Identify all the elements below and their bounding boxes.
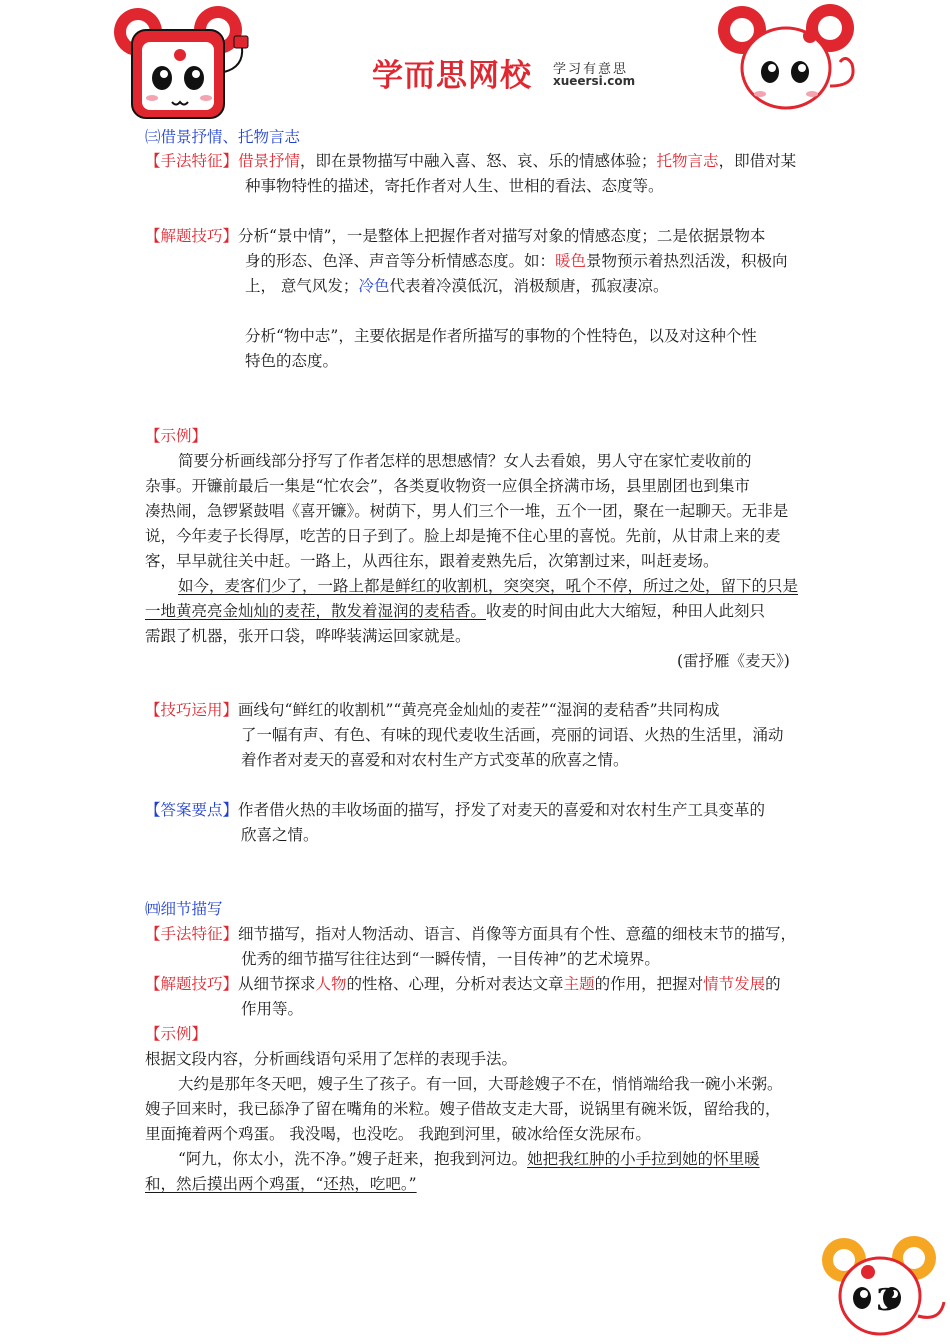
section3-feature-line2: 种事物特性的描述，寄托作者对人生、世相的看法、态度等。 (245, 177, 664, 195)
section4-skill-line2: 作用等。 (241, 1000, 304, 1018)
section4-example-prompt: 根据文段内容，分析画线语句采用了怎样的表现手法。 (145, 1050, 518, 1068)
skill-label: 【解题技巧】 (145, 975, 239, 993)
section3-example-source: (雷抒雁《麦天》) (677, 652, 790, 670)
brand-url: xueersi.com (553, 74, 636, 88)
section4-feature-line1: 【手法特征】细节描写，指对人物活动、语言、肖像等方面具有个性、意蕴的细枝末节的描写， (145, 925, 797, 943)
section3-answer-line2: 欣喜之情。 (241, 826, 319, 844)
section3-skill-line4: 分析“物中志”，主要依据是作者所描写的事物的个性特色，以及对这种个性 (245, 327, 757, 345)
section4-example-line3: 里面掩着两个鸡蛋。 我没喝，也没吃。 我跑到河里，破冰给侄女洗尿布。 (145, 1125, 651, 1143)
section3-example-line5: 客，早早就往关中赶。一路上，从西往东，跟着麦熟先后，次第割过来，叫赶麦场。 (145, 552, 719, 570)
page-number: 3 (876, 1283, 897, 1318)
section3-answer-line1: 【答案要点】作者借火热的丰收场面的描写，抒发了对麦天的喜爱和对农村生产工具变革的 (145, 801, 766, 819)
section4-skill-line1: 【解题技巧】从细节探求人物的性格、心理，分析对表达文章主题的作用，把握对情节发展的 (145, 975, 781, 993)
section4-heading: ㈣细节描写 (145, 900, 223, 918)
section4-example-line2: 嫂子回来时，我已舔净了留在嘴角的米粒。嫂子借故支走大哥，说锅里有碗米饭，留给我的， (145, 1100, 781, 1118)
section3-example-label: 【示例】 (145, 427, 208, 445)
section3-apply-line2: 了一幅有声、有色、有味的现代麦收生活画，亮丽的词语、火热的生活里，涌动 (241, 726, 784, 744)
section3-example-line6-underlined: 如今，麦客们少了，一路上都是鲜红的收割机，突突突，吼个不停，所过之处，留下的只是 (178, 577, 799, 595)
apply-label: 【技巧运用】 (145, 701, 239, 719)
section3-example-line2: 杂事。开镰前最后一集是“忙农会”，各类夏收物资一应俱全挤满市场，县里剧团也到集市 (145, 477, 750, 495)
section3-example-line7: 一地黄亮亮金灿灿的麦茬，散发着湿润的麦秸香。收麦的时间由此大大缩短，种田人此刻只 (145, 602, 766, 620)
section3-example-line4: 说，今年麦子长得厚，吃苦的日子到了。脸上却是掩不住心里的喜悦。先前，从甘肃上来的麦 (145, 527, 781, 545)
section4-example-line1: 大约是那年冬天吧，嫂子生了孩子。有一回，大哥趁嫂子不在，悄悄端给我一碗小米粥。 (178, 1075, 783, 1093)
mascot-right-icon (712, 0, 867, 115)
section4-example-label: 【示例】 (145, 1025, 208, 1043)
feature-label: 【手法特征】 (145, 152, 239, 170)
section4-feature-line2: 优秀的细节描写往往达到“一瞬传情，一目传神”的艺术境界。 (241, 950, 660, 968)
brand-slogan: 学习有意思 (553, 62, 629, 77)
section3-apply-line3: 着作者对麦天的喜爱和对农村生产方式变革的欣喜之情。 (241, 751, 629, 769)
section3-skill-line2: 身的形态、色泽、声音等分析情感态度。如：暖色景物预示着热烈活泼，积极向 (245, 252, 788, 270)
mascot-left-icon (110, 2, 270, 127)
section4-example-line5-underlined: 和，然后摸出两个鸡蛋，“还热，吃吧。” (145, 1175, 417, 1193)
answer-label: 【答案要点】 (145, 801, 239, 819)
section3-skill-line1: 【解题技巧】分析“景中情”，一是整体上把握作者对描写对象的情感态度；二是依据景物本 (145, 227, 766, 245)
skill-label: 【解题技巧】 (145, 227, 239, 245)
section3-example-line1: 简要分析画线部分抒写了作者怎样的思想感情？女人去看娘，男人守在家忙麦收前的 (178, 452, 752, 470)
section4-example-line4: “阿九，你太小，洗不净。”嫂子赶来，抱我到河边。她把我红肿的小手拉到她的怀里暖 (178, 1150, 760, 1168)
section3-feature-line1: 【手法特征】借景抒情，即在景物描写中融入喜、怒、哀、乐的情感体验；托物言志，即借对某 (145, 152, 797, 170)
section3-skill-line3: 上， 意气风发；冷色代表着冷漠低沉，消极颓唐，孤寂凄凉。 (245, 277, 669, 295)
section3-example-line8: 需跟了机器，张开口袋，哗哗装满运回家就是。 (145, 627, 471, 645)
feature-label: 【手法特征】 (145, 925, 239, 943)
section3-apply-line1: 【技巧运用】画线句“鲜红的收割机”“黄亮亮金灿灿的麦茬”“湿润的麦秸香”共同构成 (145, 701, 720, 719)
section3-example-line3: 凑热闹，急锣紧鼓唱《喜开镰》。树荫下，男人们三个一堆，五个一团，聚在一起聊天。无非是 (145, 502, 789, 520)
brand-name: 学而思网校 (372, 58, 532, 94)
section3-skill-line5: 特色的态度。 (245, 352, 339, 370)
section3-heading: ㈢借景抒情、托物言志 (145, 128, 301, 146)
